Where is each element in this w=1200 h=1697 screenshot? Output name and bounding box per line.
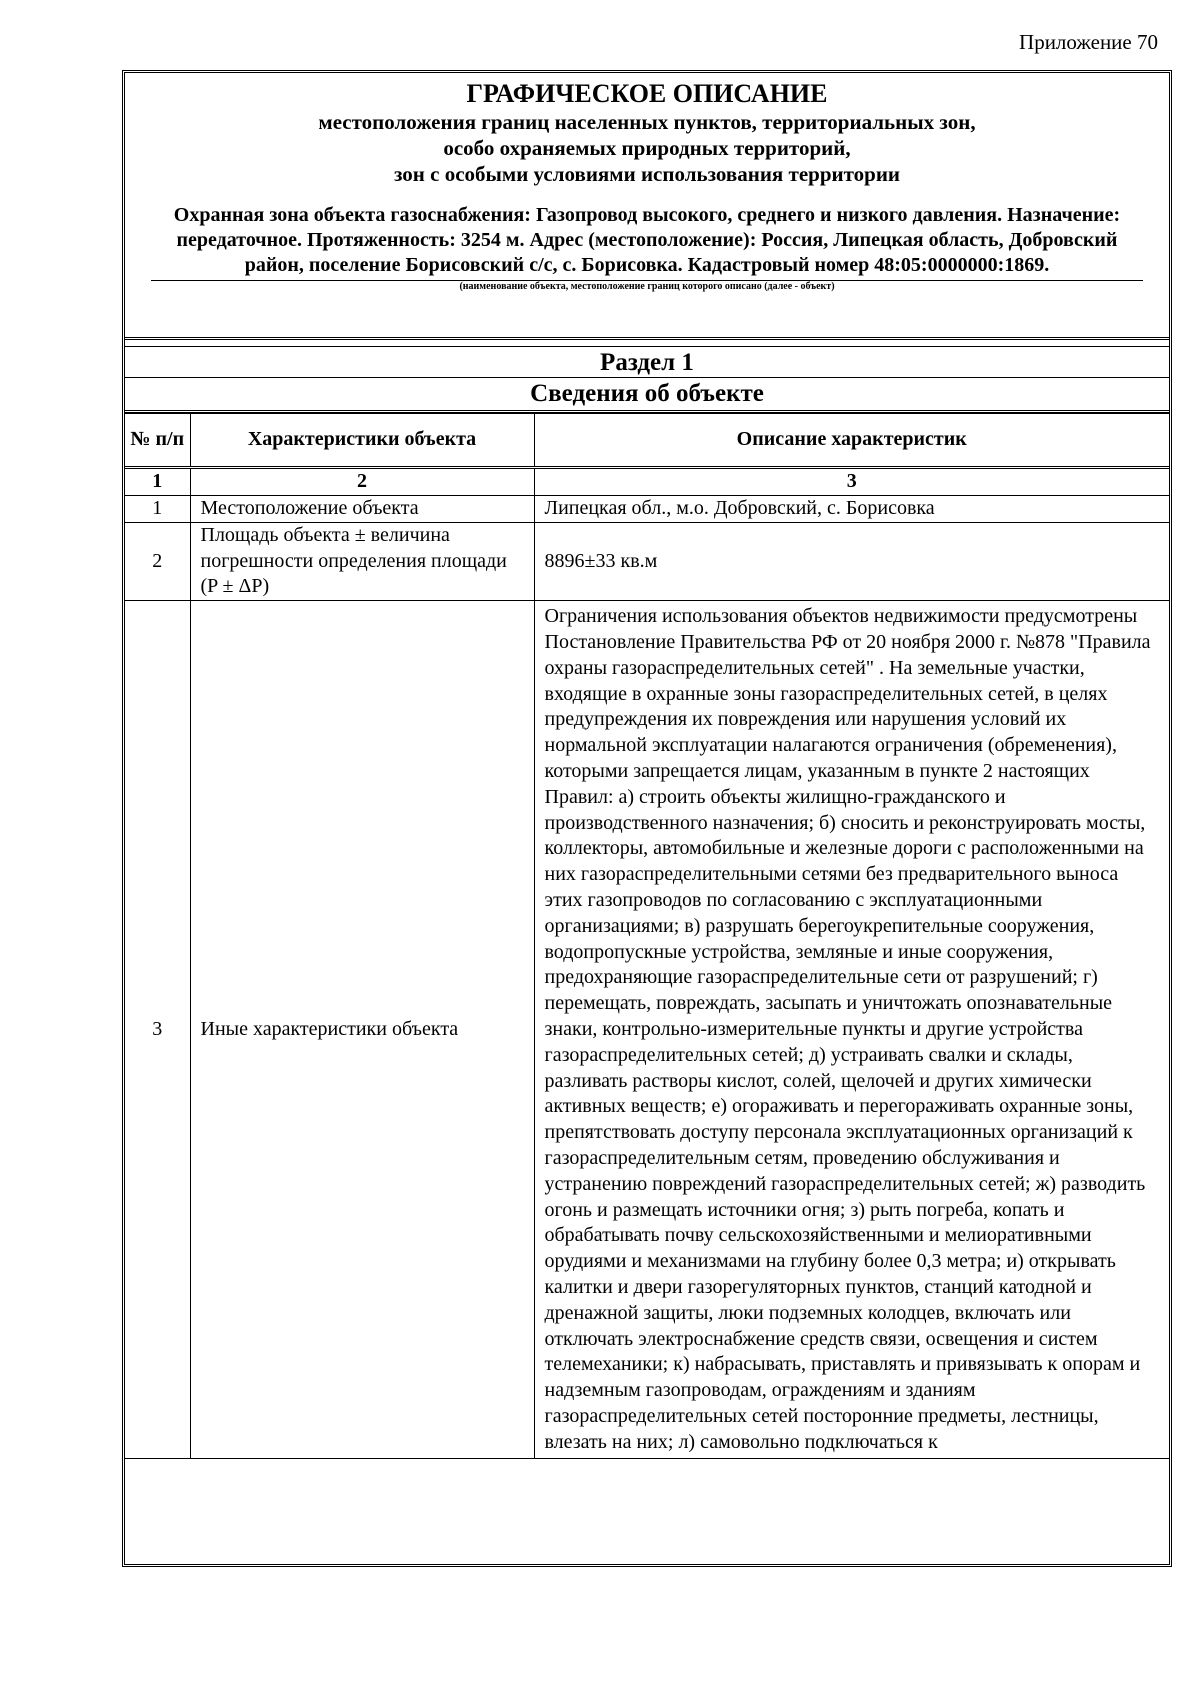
table-row — [125, 522, 1169, 600]
table-row — [125, 496, 1169, 523]
row-characteristic: Иные характеристики объекта — [190, 601, 534, 1459]
subtitle-line-2: особо охраняемых природных территорий, — [443, 136, 851, 160]
column-number-row — [125, 468, 1169, 496]
header-num: № п/п — [125, 414, 190, 468]
section-subtitle: Сведения об объекте — [125, 378, 1169, 413]
row-characteristic: Площадь объекта ± величина погрешности определения площади (P ± ΔP) — [190, 522, 534, 600]
document-frame — [122, 70, 1172, 1567]
col-number: 3 — [534, 468, 1169, 496]
row-num: 1 — [125, 496, 190, 523]
col-number: 1 — [125, 468, 190, 496]
document-header — [125, 73, 1169, 340]
row-num: 3 — [125, 601, 190, 1459]
object-name: Охранная зона объекта газоснабжения: Газопровод высокого, среднего и низкого давления. Назначение: передаточное. Протяженность: 3254 м. Адрес (местоположение): Россия, Липецкая область, Добровский район, поселение Борисовский с/с, с. Борисовка. Кадастровый номер 48:05:0000000:1869. — [173, 204, 1121, 276]
row-description: Ограничения использования объектов недвижимости предусмотрены Постановление Правительства РФ от 20 ноября 2000 г. №878 "Правила охраны газораспределительных сетей" . На земельные участки, входящие в охранные зоны газораспределительных сетей, в целях предупреждения их повреждения или нарушения условий их нормальной эксплуатации налагаются ограничения (обременения), которыми запрещается лицам, указанным в пункте 2 настоящих Правил: а) строить объекты жилищно-гражданского и производственного назначения; б) сносить и реконструировать мосты, коллекторы, автомобильные и железные дороги с расположенными на них газораспределительными сетями без предварительного выноса этих газопроводов по согласованию с эксплуатационными организациями; в) разрушать берегоукрепительные сооружения, водопропускные устройства, земляные и иные сооружения, предохраняющие газораспределительные сети от разрушений; г) перемещать, повреждать, засыпать и уничтожать опознавательные знаки, контрольно-измерительные пункты и другие устройства газораспределительных сетей; д) устраивать свалки и склады, разливать растворы кислот, солей, щелочей и других химически активных веществ; е) огораживать и перегораживать охранные зоны, препятствовать доступу персонала эксплуатационных организаций к газораспределительным сетям, проведению обслуживания и устранению повреждений газораспределительных сетей; ж) разводить огонь и размещать источники огня; з) рыть погреба, копать и обрабатывать почву сельскохозяйственными и мелиоративными орудиями и механизмами на глубину более 0,3 метра; и) открывать калитки и двери газорегуляторных пунктов, станций катодной и дренажной защиты, люки подземных колодцев, включать или отключать электроснабжение средств связи, освещения и систем телемеханики; к) набрасывать, приставлять и привязывать к опорам и надземным газопроводам, ограждениям и зданиям газораспределительных сетей посторонние предметы, лестницы, влезать на них; л) самовольно подключаться к — [534, 601, 1169, 1459]
document-title: ГРАФИЧЕСКОЕ ОПИСАНИЕ — [466, 79, 828, 108]
object-caption: (наименование объекта, местоположение границ которого описано (далее - объект) — [459, 281, 835, 292]
subtitle-line-3: зон с особыми условиями использования территории — [393, 162, 901, 186]
table-header-row — [125, 414, 1169, 468]
row-num: 2 — [125, 522, 190, 600]
subtitle-line-1: местоположения границ населенных пунктов, территориальных зон, — [318, 110, 976, 134]
row-description: 8896±33 кв.м — [534, 522, 1169, 600]
object-info-table — [125, 413, 1169, 1459]
table-row — [125, 601, 1169, 1459]
col-number: 2 — [190, 468, 534, 496]
header-description: Описание характеристик — [534, 414, 1169, 468]
appendix-label: Приложение 70 — [1019, 30, 1158, 54]
section-title: Раздел 1 — [125, 346, 1169, 378]
row-description: Липецкая обл., м.о. Добровский, с. Борисовка — [534, 496, 1169, 523]
header-characteristic: Характеристики объекта — [190, 414, 534, 468]
row-characteristic: Местоположение объекта — [190, 496, 534, 523]
